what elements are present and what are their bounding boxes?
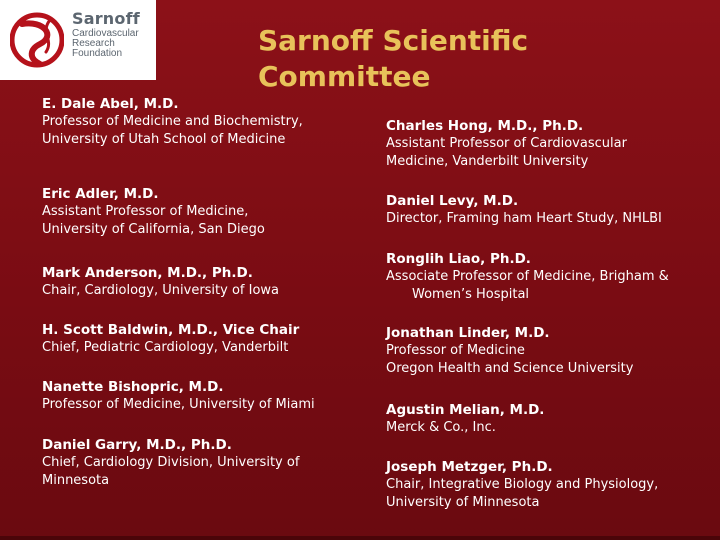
member-name: Daniel Levy, M.D. <box>386 193 519 209</box>
title-line: Sarnoff Scientific <box>258 24 529 57</box>
member-name: Ronglih Liao, Ph.D. <box>386 251 531 267</box>
member-affiliation-line: Associate Professor of Medicine, Brigham & <box>386 269 669 284</box>
member-name: Jonathan Linder, M.D. <box>386 325 550 341</box>
member-affiliation-line: Chair, Cardiology, University of Iowa <box>42 283 280 298</box>
member-entry <box>42 185 265 239</box>
member-affiliation-line: Merck & Co., Inc. <box>386 420 496 435</box>
member-affiliation-line: Professor of Medicine, University of Miami <box>42 397 315 412</box>
member-affiliation-line: Professor of Medicine <box>386 343 525 358</box>
member-entry <box>386 401 544 437</box>
logo-org-name: Sarnoff <box>72 9 140 28</box>
member-name: Joseph Metzger, Ph.D. <box>386 459 553 475</box>
logo-org-subtitle <box>72 29 156 59</box>
member-affiliation-line: University of Utah School of Medicine <box>42 132 286 147</box>
member-name: Agustin Melian, M.D. <box>386 402 545 418</box>
member-entry <box>386 458 658 512</box>
member-affiliation-line: Professor of Medicine and Biochemistry, <box>42 114 303 129</box>
foundation-logo <box>0 0 156 80</box>
member-affiliation-line: Medicine, Vanderbilt University <box>386 154 589 169</box>
logo-subtitle-line: Research <box>72 38 115 49</box>
member-name: E. Dale Abel, M.D. <box>42 96 179 112</box>
logo-subtitle-line: Cardiovascular <box>72 28 139 39</box>
member-entry <box>42 321 299 357</box>
member-affiliation-line: Assistant Professor of Medicine, <box>42 204 249 219</box>
member-affiliation-line: Chief, Pediatric Cardiology, Vanderbilt <box>42 340 289 355</box>
member-affiliation-line: Women’s Hospital <box>412 287 530 302</box>
member-affiliation-line: University of Minnesota <box>386 495 540 510</box>
member-entry <box>42 95 303 149</box>
member-entry <box>42 378 315 414</box>
member-name: H. Scott Baldwin, M.D., Vice Chair <box>42 322 300 338</box>
logo-subtitle-line: Foundation <box>72 48 123 59</box>
member-affiliation-line: Oregon Health and Science University <box>386 361 634 376</box>
member-name: Daniel Garry, M.D., Ph.D. <box>42 437 232 453</box>
member-entry <box>386 250 669 304</box>
member-affiliation-line: Chair, Integrative Biology and Physiology, <box>386 477 659 492</box>
bottom-rule <box>0 536 720 540</box>
page-title <box>258 23 528 95</box>
member-name: Nanette Bishopric, M.D. <box>42 379 224 395</box>
heart-swirl-logo-icon <box>10 10 64 70</box>
member-name: Charles Hong, M.D., Ph.D. <box>386 118 584 134</box>
member-entry <box>386 324 633 378</box>
member-entry <box>42 264 279 300</box>
member-affiliation-line: Assistant Professor of Cardiovascular <box>386 136 627 151</box>
member-entry <box>386 192 662 228</box>
member-affiliation-line: University of California, San Diego <box>42 222 265 237</box>
member-affiliation-line: Chief, Cardiology Division, University of <box>42 455 300 470</box>
member-entry <box>42 436 299 490</box>
member-affiliation-line: Director, Framing ham Heart Study, NHLBI <box>386 211 662 226</box>
member-entry <box>386 117 627 171</box>
member-affiliation-line: Minnesota <box>42 473 110 488</box>
title-line: Committee <box>258 60 431 93</box>
member-name: Eric Adler, M.D. <box>42 186 159 202</box>
member-name: Mark Anderson, M.D., Ph.D. <box>42 265 253 281</box>
